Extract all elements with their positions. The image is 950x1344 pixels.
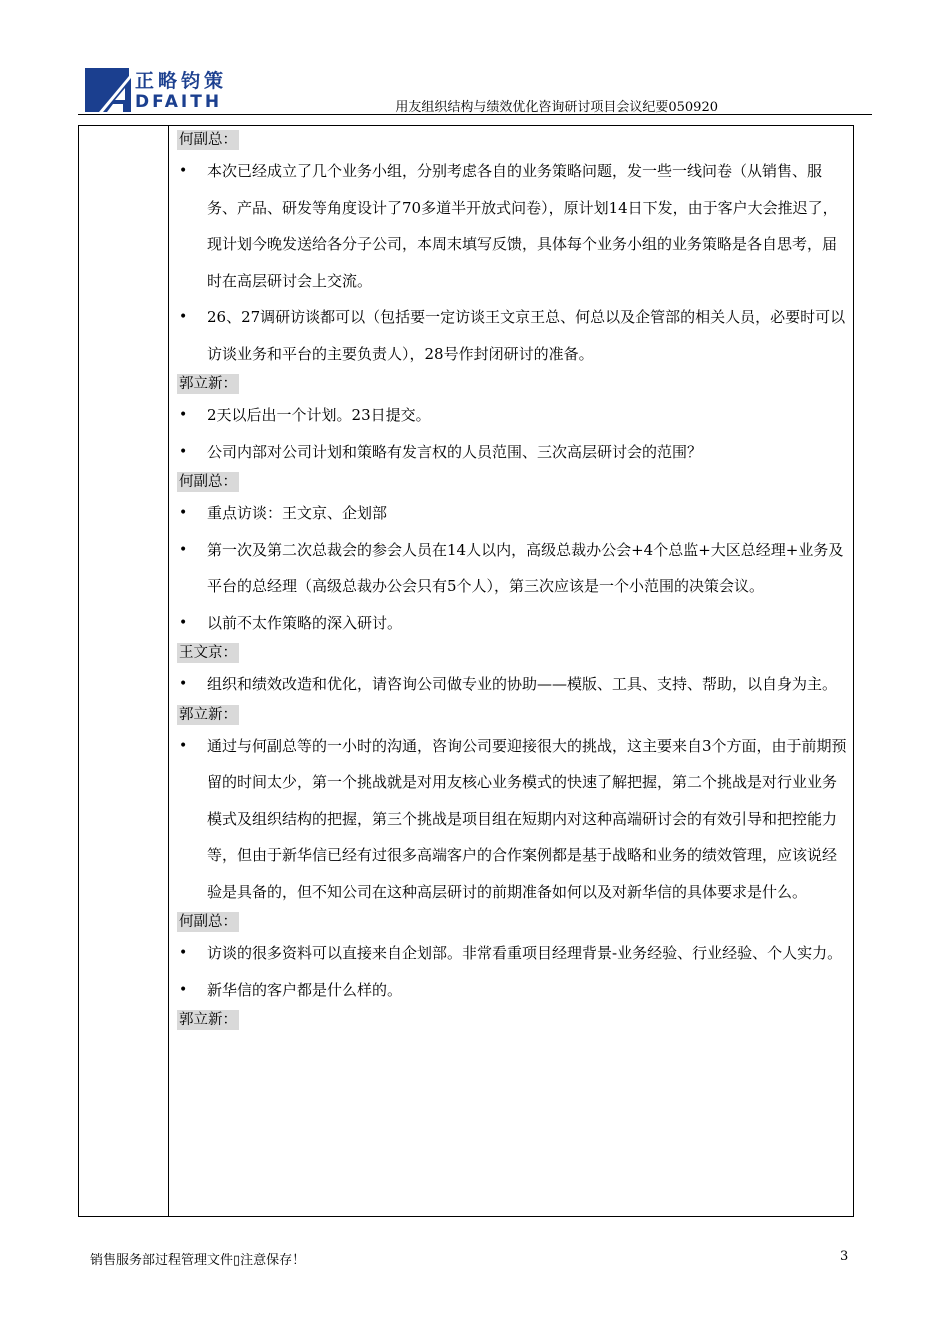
header-rule <box>78 114 872 115</box>
list-item-text: 访谈的很多资料可以直接来自企划部。非常看重项目经理背景-业务经验、行业经验、个人实力。 <box>207 944 843 962</box>
list-item <box>177 728 851 911</box>
bullet-icon: • <box>179 676 188 692</box>
list-item-text: 第一次及第二次总裁会的参会人员在14人以内，高级总裁办公会+4个总监+大区总经理+业务及平台的总经理（高级总裁办公会只有5个人），第三次应该是一个小范围的决策会议。 <box>207 540 844 595</box>
speaker-label: 郭立新： <box>179 376 237 392</box>
list-item-text: 2天以后出一个计划。23日提交。 <box>207 406 431 424</box>
list-item <box>177 972 851 1009</box>
list-item-text: 重点访谈：王文京、企划部 <box>207 504 388 522</box>
speaker-section <box>177 910 851 1008</box>
speaker-label: 何副总： <box>179 132 237 148</box>
bullet-icon: • <box>179 945 188 961</box>
list-item <box>177 605 851 642</box>
speaker-label: 郭立新： <box>179 706 237 723</box>
list-item-text: 通过与何副总等的一小时的沟通，咨询公司要迎接很大的挑战，这主要来自3个方面，由于前期预留的时间太少，第一个挑战就是对用友核心业务模式的快速了解把握，第二个挑战是对行业业务模式及组织结构的把握，第三个挑战是项目组在短期内对这种高端研讨会的有效引导和把控能力等，但由于新华信已经有过很多高端客户的合作案例都是基于战略和业务的绩效管理，应该说经验是具备的，但不知公司在这种高层研讨的前期准备如何以及对新华信的具体要求是什么。 <box>207 736 847 901</box>
speaker-label: 何副总： <box>179 914 237 930</box>
list-item <box>177 666 851 703</box>
list-item <box>177 434 851 471</box>
bullet-icon: • <box>179 614 188 631</box>
logo-text-en: DFAITH <box>135 92 223 112</box>
list-item-text: 本次已经成立了几个业务小组，分别考虑各自的业务策略问题，发一些一线问卷（从销售、服务、产品、研发等角度设计了70多道半开放式问卷），原计划14日下发，由于客户大会推迟了，现计划今晚发送给各分子公司，本周末填写反馈，具体每个业务小组的业务策略是各自思考，届时在高层研讨会上交流。 <box>207 162 838 290</box>
list-item <box>177 153 851 299</box>
list-item-text: 26、27调研访谈都可以（包括要一定访谈王文京王总、何总以及企管部的相关人员，必要时可以访谈业务和平台的主要负责人），28号作封闭研讨的准备。 <box>207 308 846 363</box>
document-title: 用友组织结构与绩效优化咨询研讨项目会议纪要050920 <box>395 100 718 115</box>
speaker-label: 郭立新： <box>179 1012 237 1028</box>
company-logo <box>85 66 245 114</box>
bullet-icon: • <box>179 443 188 460</box>
list-item <box>177 935 851 972</box>
list-item <box>177 397 851 434</box>
bullet-icon: • <box>179 981 188 998</box>
bullet-icon: • <box>179 505 188 521</box>
minutes-content <box>177 128 851 1033</box>
bullet-icon: • <box>179 541 188 558</box>
bullet-icon: • <box>179 737 188 754</box>
speaker-section <box>177 128 851 372</box>
list-item <box>177 495 851 532</box>
list-item <box>177 299 851 372</box>
bullet-icon: • <box>179 309 188 325</box>
speaker-section <box>177 641 851 703</box>
table-column-divider <box>168 126 169 1216</box>
speaker-section <box>177 372 851 470</box>
logo-mark-icon <box>85 66 137 114</box>
speaker-label: 何副总： <box>179 474 237 490</box>
list-item-text: 组织和绩效改造和优化，请咨询公司做专业的协助——模版、工具、支持、帮助，以自身为主。 <box>207 675 838 693</box>
list-item-text: 公司内部对公司计划和策略有发言权的人员范围、三次高层研讨会的范围？ <box>207 442 703 461</box>
logo-text-cn: 正略钧策 <box>135 70 228 92</box>
speaker-label: 王文京： <box>179 645 237 661</box>
footer-note: 销售服务部过程管理文件▯注意保存！ <box>90 1253 306 1268</box>
speaker-section <box>177 1008 851 1033</box>
list-item-text: 以前不太作策略的深入研讨。 <box>207 613 403 632</box>
minutes-table <box>78 125 854 1217</box>
page-number: 3 <box>840 1249 849 1264</box>
list-item-text: 新华信的客户都是什么样的。 <box>207 980 403 999</box>
bullet-icon: • <box>179 163 188 179</box>
bullet-icon: • <box>179 407 188 423</box>
list-item <box>177 532 851 605</box>
speaker-section <box>177 703 851 911</box>
speaker-section <box>177 470 851 641</box>
